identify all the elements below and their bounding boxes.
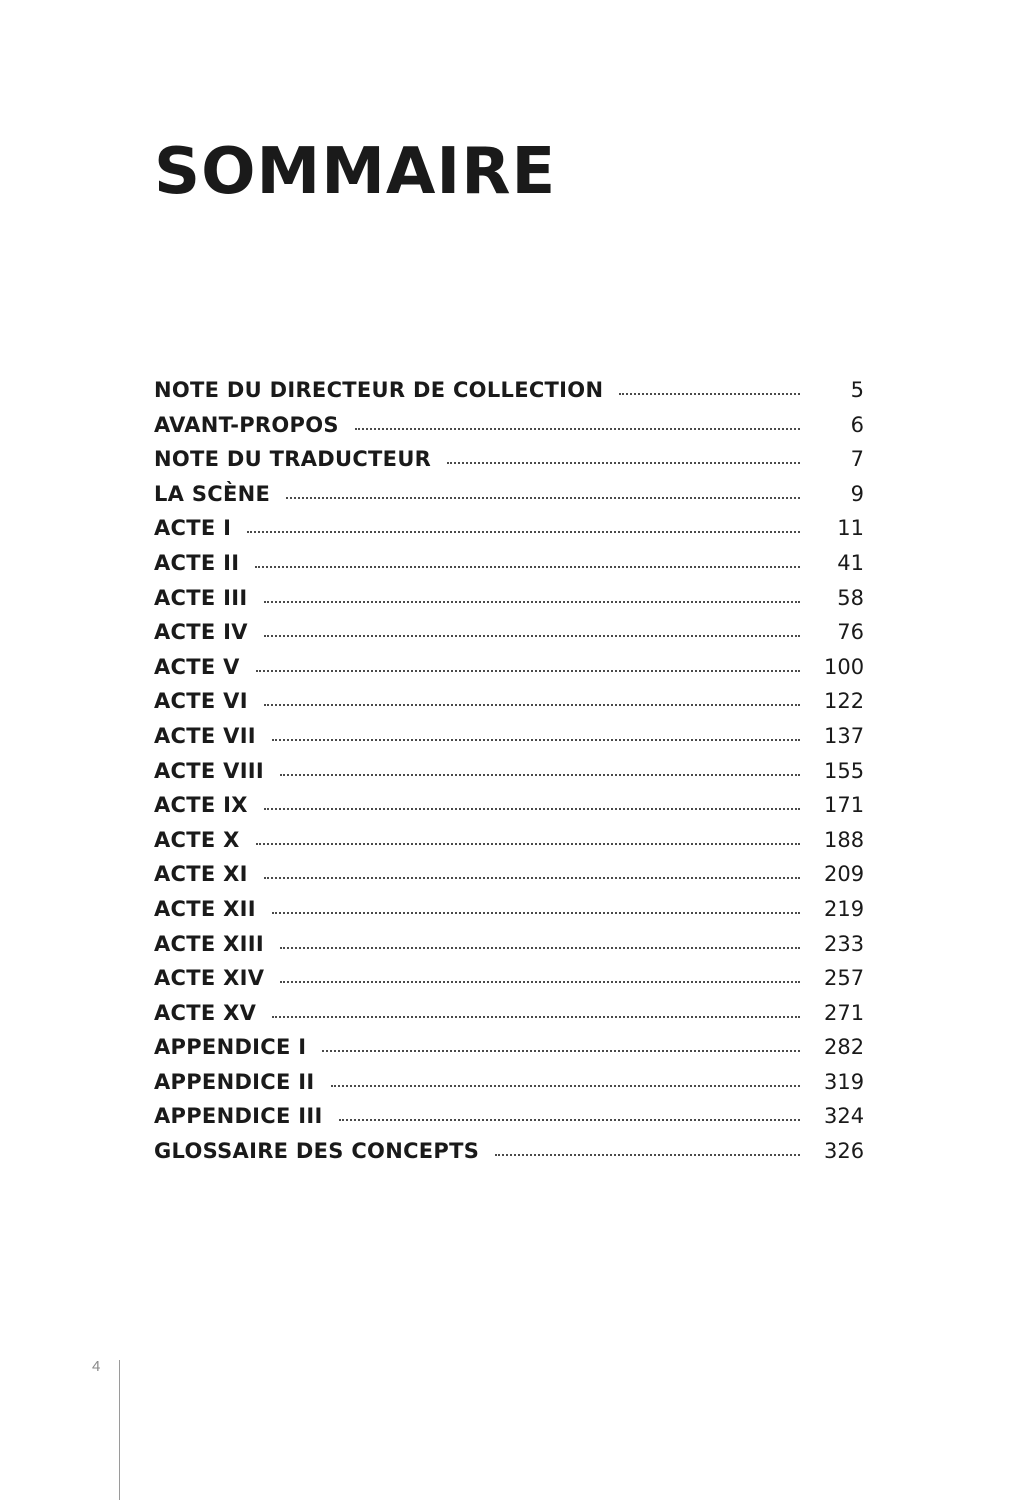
toc-entry-title: ACTE VI [154,689,248,714]
dot-leader [256,670,800,672]
toc-entry-page: 326 [824,1139,865,1164]
toc-entry-title: APPENDICE I [154,1035,307,1060]
toc-entry-page: 9 [850,481,864,506]
dot-leader [264,808,800,810]
dot-leader [280,981,800,983]
toc-entry[interactable] [154,1035,864,1070]
toc-entry-title: ACTE XV [154,1000,257,1025]
toc-entry[interactable] [154,897,864,932]
dot-leader [272,1016,800,1018]
toc-entry-page: 155 [824,758,865,783]
toc-entry-page: 58 [837,585,864,610]
toc-entry-page: 7 [850,447,864,472]
toc-entry-title: GLOSSAIRE DES CONCEPTS [154,1139,480,1164]
toc-entry[interactable] [154,586,864,621]
toc-entry-page: 76 [837,620,864,645]
page-number: 4 [92,1358,101,1375]
toc-entry[interactable] [154,689,864,724]
toc-entry-title: ACTE XIV [154,966,265,991]
page-title: SOMMAIRE [154,135,557,209]
dot-leader [331,1085,801,1087]
toc-entry-title: ACTE X [154,827,240,852]
dot-leader [495,1154,800,1156]
toc-entry-title: ACTE IX [154,793,248,818]
toc-entry[interactable] [154,966,864,1001]
dot-leader [447,462,800,464]
dot-leader [280,947,800,949]
toc-entry-title: ACTE XII [154,896,256,921]
toc-entry[interactable] [154,1001,864,1036]
toc-entry-title: ACTE V [154,654,240,679]
toc-entry-title: ACTE VIII [154,758,265,783]
dot-leader [264,704,800,706]
toc-entry[interactable] [154,482,864,517]
toc-entry-page: 209 [824,862,865,887]
toc-entry-title: NOTE DU TRADUCTEUR [154,447,432,472]
dot-leader [264,877,800,879]
toc-entry-title: NOTE DU DIRECTEUR DE COLLECTION [154,378,604,402]
toc-entry[interactable] [154,413,864,448]
dot-leader [286,497,800,499]
toc-entry-title: AVANT-PROPOS [154,412,339,437]
toc-entry-page: 5 [850,378,864,402]
toc-entry[interactable] [154,1070,864,1105]
toc-entry-title: LA SCÈNE [154,481,271,506]
margin-rule [119,1360,120,1500]
toc-entry-title: ACTE III [154,585,248,610]
toc-entry-page: 188 [824,827,865,852]
toc-entry-title: ACTE XI [154,862,248,887]
toc-entry-title: ACTE XIII [154,931,264,956]
toc-entry-title: ACTE VII [154,723,256,748]
dot-leader [255,566,800,568]
toc-entry[interactable] [154,1139,864,1174]
toc-entry-page: 319 [824,1069,865,1094]
toc-entry[interactable] [154,516,864,551]
toc-entry-page: 6 [850,412,864,437]
toc-entry-title: ACTE II [154,550,240,575]
toc-entry-page: 41 [837,550,864,575]
toc-entry-title: ACTE IV [154,620,248,645]
toc-entry-title: APPENDICE III [154,1104,323,1129]
toc-entry-page: 271 [824,1000,865,1025]
toc-entry-page: 219 [824,896,865,921]
toc-entry-page: 324 [824,1104,865,1129]
toc-entry-title: APPENDICE II [154,1069,315,1094]
dot-leader [247,531,800,533]
toc-entry[interactable] [154,862,864,897]
toc-entry[interactable] [154,1104,864,1139]
dot-leader [256,843,800,845]
toc-entry-title: ACTE I [154,516,232,541]
toc-entry[interactable] [154,655,864,690]
dot-leader [272,739,800,741]
dot-leader [322,1050,800,1052]
toc-entry[interactable] [154,551,864,586]
toc-entry-page: 257 [824,966,865,991]
dot-leader [619,393,800,395]
table-of-contents [154,378,864,1174]
dot-leader [355,428,800,430]
toc-entry[interactable] [154,378,864,413]
toc-entry-page: 11 [837,516,864,541]
toc-entry[interactable] [154,447,864,482]
toc-entry-page: 122 [824,689,865,714]
toc-entry[interactable] [154,724,864,759]
toc-entry-page: 171 [824,793,865,818]
dot-leader [264,635,800,637]
dot-leader [272,912,800,914]
dot-leader [280,774,800,776]
toc-entry-page: 100 [824,654,865,679]
toc-entry-page: 233 [824,931,865,956]
toc-entry[interactable] [154,620,864,655]
dot-leader [264,601,801,603]
dot-leader [339,1119,800,1121]
toc-entry-page: 137 [824,723,865,748]
toc-entry[interactable] [154,828,864,863]
toc-entry[interactable] [154,759,864,794]
toc-entry[interactable] [154,793,864,828]
toc-entry-page: 282 [824,1035,865,1060]
toc-entry[interactable] [154,932,864,967]
